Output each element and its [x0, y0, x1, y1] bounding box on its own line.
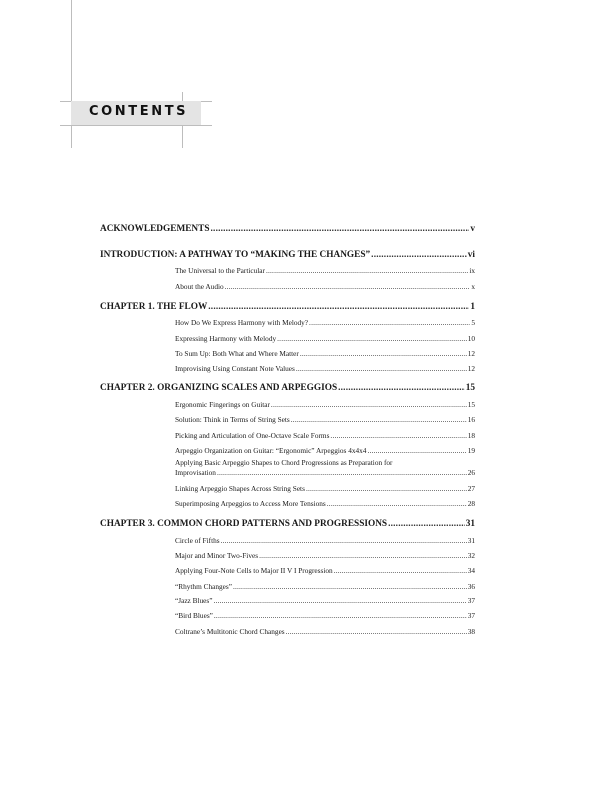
toc-page-number: 18 — [467, 431, 475, 440]
toc-page-number: 31 — [465, 519, 475, 529]
toc-entry-title: Picking and Articulation of One-Octave Scale Forms — [175, 431, 330, 440]
dot-leader — [211, 224, 470, 234]
toc-page-number: 28 — [467, 499, 475, 508]
toc-entry-title: About the Audio — [175, 282, 224, 291]
toc-entry-title: CHAPTER 1. THE FLOW — [100, 302, 208, 312]
toc-entry-title: INTRODUCTION: A PATHWAY TO “MAKING THE CHANGES” — [100, 250, 371, 260]
toc-chapter-entry[interactable] — [100, 224, 475, 234]
toc-page-number: 37 — [467, 596, 475, 605]
dot-leader — [277, 334, 467, 343]
guide-rule-bottom — [60, 125, 212, 126]
toc-entry-title: Arpeggio Organization on Guitar: “Ergonomic” Arpeggios 4x4x4 — [175, 446, 367, 455]
toc-chapter-entry[interactable] — [100, 383, 475, 393]
toc-entry-title: CHAPTER 2. ORGANIZING SCALES AND ARPEGGIOS — [100, 383, 338, 393]
toc-page-number: 15 — [467, 400, 475, 409]
toc-section-entry[interactable] — [175, 468, 475, 477]
toc-section-entry[interactable] — [175, 318, 475, 327]
toc-section-entry[interactable] — [175, 596, 475, 605]
toc-section-entry[interactable] — [175, 627, 475, 636]
toc-entry-title: “Jazz Blues” — [175, 596, 213, 605]
toc-section-entry[interactable] — [175, 282, 475, 291]
toc-page-number: 16 — [467, 415, 475, 424]
dot-leader — [371, 250, 467, 260]
dot-leader — [208, 302, 469, 312]
toc-page-number: ix — [469, 266, 475, 275]
toc-page-number: v — [470, 224, 475, 234]
dot-leader — [367, 446, 466, 455]
toc-entry-title: CHAPTER 3. COMMON CHORD PATTERNS AND PROGRESSIONS — [100, 519, 388, 529]
toc-page-number: 12 — [467, 364, 475, 373]
dot-leader — [338, 383, 465, 393]
contents-heading: CONTENTS — [89, 104, 189, 119]
toc-entry-title: “Rhythm Changes” — [175, 582, 232, 591]
toc-page-number: 12 — [467, 349, 475, 358]
dot-leader — [225, 282, 471, 291]
dot-leader — [259, 551, 467, 560]
toc-page-number: 5 — [471, 318, 475, 327]
dot-leader — [306, 484, 467, 493]
toc-page-number: 15 — [465, 383, 475, 393]
dot-leader — [309, 318, 470, 327]
toc-entry-title: The Universal to the Particular — [175, 266, 265, 275]
dot-leader — [233, 582, 467, 591]
toc-entry-title: Expressing Harmony with Melody — [175, 334, 277, 343]
toc-section-entry[interactable] — [175, 499, 475, 508]
toc-page-number: 34 — [467, 566, 475, 575]
dot-leader — [217, 468, 467, 477]
toc-page-number: 1 — [470, 302, 475, 312]
toc-section-entry[interactable] — [175, 566, 475, 575]
toc-page-number: 10 — [467, 334, 475, 343]
dot-leader — [296, 364, 467, 373]
toc-section-entry[interactable] — [175, 551, 475, 560]
dot-leader — [213, 596, 466, 605]
toc-page-number: x — [471, 282, 475, 291]
toc-entry-title: Improvising Using Constant Note Values — [175, 364, 295, 373]
toc-section-entry[interactable] — [175, 349, 475, 358]
dot-leader — [291, 415, 467, 424]
dot-leader — [286, 627, 467, 636]
dot-leader — [300, 349, 467, 358]
dot-leader — [327, 499, 467, 508]
toc-entry-title: Ergonomic Fingerings on Guitar — [175, 400, 270, 409]
toc-entry-title: Linking Arpeggio Shapes Across String Sets — [175, 484, 305, 493]
dot-leader — [221, 536, 467, 545]
toc-entry-title: “Bird Blues” — [175, 611, 213, 620]
dot-leader — [214, 611, 467, 620]
toc-entry-title-line1: Applying Basic Arpeggio Shapes to Chord Progressions as Preparation for — [175, 458, 393, 467]
toc-section-entry[interactable] — [175, 334, 475, 343]
toc-section-entry[interactable] — [175, 446, 475, 455]
toc-section-entry[interactable] — [175, 415, 475, 424]
toc-entry-title: How Do We Express Harmony with Melody? — [175, 318, 309, 327]
toc-chapter-entry[interactable] — [100, 519, 475, 529]
toc-entry-title: To Sum Up: Both What and Where Matter — [175, 349, 299, 358]
toc-section-entry[interactable] — [175, 536, 475, 545]
toc-page-number: 27 — [467, 484, 475, 493]
toc-entry-title: Improvisation — [175, 468, 216, 477]
dot-leader — [330, 431, 466, 440]
toc-section-entry[interactable] — [175, 582, 475, 591]
toc-entry-title: Coltrane’s Multitonic Chord Changes — [175, 627, 285, 636]
dot-leader — [271, 400, 467, 409]
toc-chapter-entry[interactable] — [100, 302, 475, 312]
toc-page-number: 31 — [467, 536, 475, 545]
toc-entry-title: Superimposing Arpeggios to Access More Tensions — [175, 499, 326, 508]
toc-section-entry[interactable] — [175, 400, 475, 409]
toc-page-number: vi — [467, 250, 475, 260]
toc-section-entry[interactable] — [175, 364, 475, 373]
toc-section-entry[interactable] — [175, 266, 475, 275]
toc-entry-title: Circle of Fifths — [175, 536, 220, 545]
toc-chapter-entry[interactable] — [100, 250, 475, 260]
toc-page-number: 26 — [467, 468, 475, 477]
toc-section-entry[interactable] — [175, 431, 475, 440]
dot-leader — [334, 566, 467, 575]
toc-page-number: 32 — [467, 551, 475, 560]
toc-entry-title: ACKNOWLEDGEMENTS — [100, 224, 210, 234]
toc-page-number: 38 — [467, 627, 475, 636]
toc-page-number: 36 — [467, 582, 475, 591]
toc-section-entry[interactable] — [175, 484, 475, 493]
toc-entry-title: Major and Minor Two-Fives — [175, 551, 259, 560]
toc-entry-title: Applying Four-Note Cells to Major II V I Progression — [175, 566, 333, 575]
toc-page-number: 37 — [467, 611, 475, 620]
toc-section-entry[interactable] — [175, 611, 475, 620]
toc-page-number: 19 — [467, 446, 475, 455]
toc-entry-title: Solution: Think in Terms of String Sets — [175, 415, 290, 424]
dot-leader — [266, 266, 468, 275]
dot-leader — [388, 519, 465, 529]
